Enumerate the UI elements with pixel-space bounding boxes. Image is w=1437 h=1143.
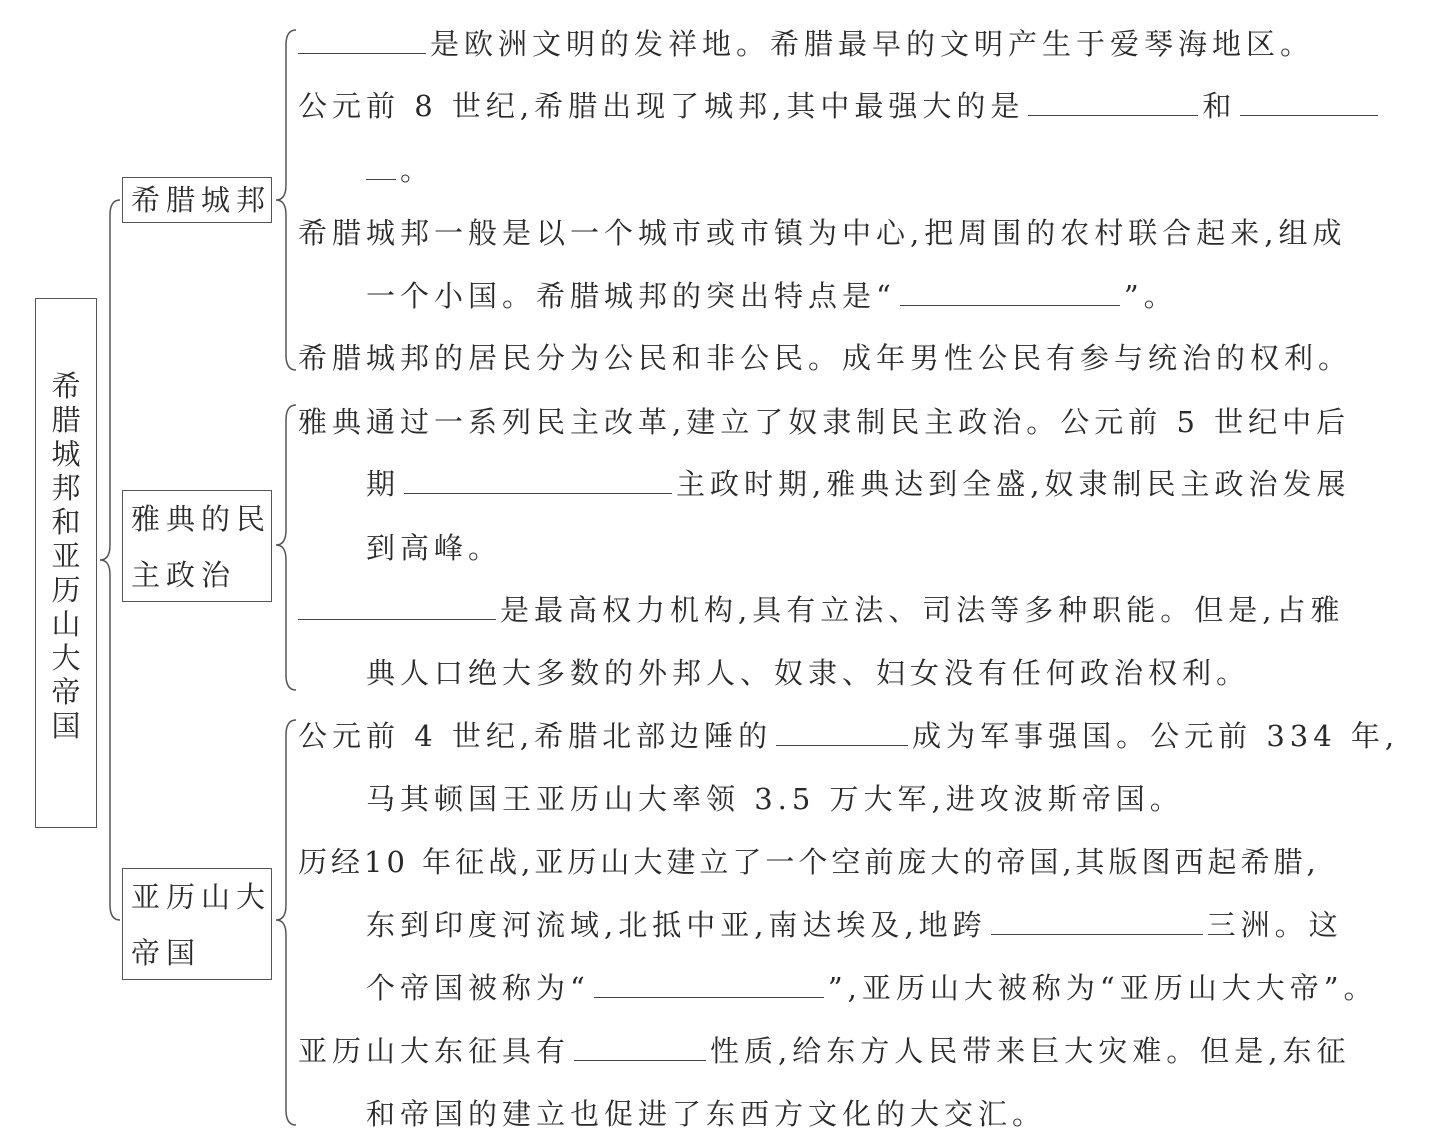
s3-line-2: 马其顿国王亚历山大率领 3.5 万大军,进攻波斯帝国。: [366, 782, 1184, 816]
fill-blank: [1240, 114, 1378, 116]
fill-blank: [900, 304, 1120, 306]
s3-line-7: 和帝国的建立也促进了东西方文化的大交汇。: [366, 1097, 1047, 1131]
s1-line-3: 。: [366, 152, 434, 188]
fill-blank: [1028, 114, 1198, 116]
s1-line-4: 希腊城邦一般是以一个城市或市镇为中心,把周围的农村联合起来,组成: [298, 216, 1347, 250]
section-title-box-2: [122, 490, 272, 602]
s3-line-5: 个帝国被称为“ ”,亚历山大被称为“亚历山大大帝”。: [366, 971, 1378, 1005]
s1-line-5: 一个小国。希腊城邦的突出特点是“ ”。: [366, 279, 1178, 313]
section-title-line: 亚历山大: [131, 880, 272, 914]
section-title-box-1: [122, 177, 272, 223]
fill-blank: [991, 933, 1203, 935]
section-title-line: 主政治: [131, 558, 237, 592]
root-topic-box: [35, 298, 97, 828]
s3-line-1: 公元前 4 世纪,希腊北部边陲的 成为军事强国。公元前 334 年,: [298, 719, 1400, 753]
s1-line-2: 公元前 8 世纪,希腊出现了城邦,其中最强大的是 和: [298, 88, 1382, 124]
s2-line-3: 到高峰。: [366, 531, 503, 565]
s2-line-2: 期 主政时期,雅典达到全盛,奴隶制民主政治发展: [366, 467, 1351, 501]
s3-line-4: 东到印度河流域,北抵中亚,南达埃及,地跨 三洲。这: [366, 908, 1343, 942]
s2-line-1: 雅典通过一系列民主改革,建立了奴隶制民主政治。公元前 5 世纪中后: [298, 405, 1351, 439]
fill-blank: [404, 492, 672, 494]
fill-blank: [298, 52, 426, 54]
section-title-line: 帝国: [131, 936, 202, 970]
s2-line-4: 是最高权力机构,具有立法、司法等多种职能。但是,占雅: [298, 592, 1344, 628]
fill-blank: [776, 744, 908, 746]
section-title-line: 雅典的民: [131, 502, 272, 536]
fill-blank: [298, 618, 496, 620]
s3-line-3: 历经10 年征战,亚历山大建立了一个空前庞大的帝国,其版图西起希腊,: [298, 845, 1320, 879]
fill-blank: [574, 1059, 706, 1061]
s3-line-6: 亚历山大东征具有 性质,给东方人民带来巨大灾难。但是,东征: [298, 1034, 1351, 1068]
s1-line-6: 希腊城邦的居民分为公民和非公民。成年男性公民有参与统治的权利。: [298, 341, 1353, 375]
fill-blank: [594, 996, 824, 998]
section-title-box-3: [122, 868, 272, 980]
fill-blank: [366, 178, 396, 180]
s1-line-1: 是欧洲文明的发祥地。希腊最早的文明产生于爱琴海地区。: [298, 26, 1314, 62]
section-title: 希腊城邦: [131, 183, 272, 217]
root-topic: 希腊城邦和亚历山大帝国: [51, 369, 81, 743]
s2-line-5: 典人口绝大多数的外邦人、奴隶、妇女没有任何政治权利。: [366, 656, 1251, 690]
